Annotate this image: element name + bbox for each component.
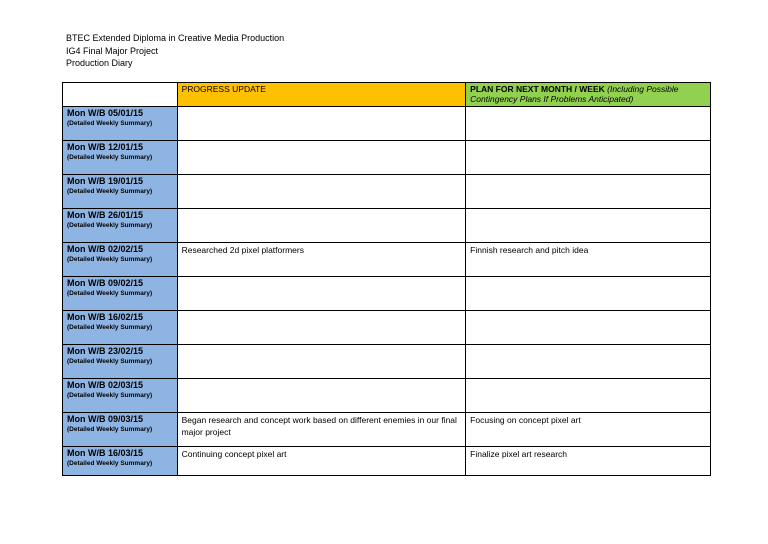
progress-update-cell[interactable] [177,379,466,413]
table-row [63,175,711,209]
week-date-cell [63,379,178,413]
plan-next-cell[interactable] [466,379,711,413]
progress-update-header: PROGRESS UPDATE [177,83,466,107]
progress-update-cell[interactable]: Researched 2d pixel platformers [177,243,466,277]
plan-next-cell[interactable]: Focusing on concept pixel art [466,413,711,447]
diary-title: Production Diary [66,58,133,68]
plan-next-cell[interactable] [466,107,711,141]
weekly-summary-label: (Detailed Weekly Summary) [67,154,153,161]
week-date: Mon W/B 23/02/15 [67,346,144,356]
plan-header-bold: PLAN FOR NEXT MONTH / WEEK [470,84,605,94]
plan-next-cell[interactable] [466,175,711,209]
table-row [63,311,711,345]
progress-update-cell[interactable] [177,345,466,379]
week-date: Mon W/B 09/03/15 [67,414,144,424]
week-date-cell [63,311,178,345]
progress-update-cell[interactable] [177,209,466,243]
plan-next-cell[interactable]: Finnish research and pitch idea [466,243,711,277]
production-diary-table [62,82,711,476]
week-date-cell [63,209,178,243]
progress-update-cell[interactable] [177,277,466,311]
header-blank-cell [63,83,178,107]
week-date-cell [63,345,178,379]
plan-next-cell[interactable] [466,209,711,243]
table-row [63,277,711,311]
week-date-cell [63,175,178,209]
week-date-cell [63,141,178,175]
progress-update-cell[interactable] [177,107,466,141]
week-date: Mon W/B 02/03/15 [67,380,144,390]
week-date: Mon W/B 26/01/15 [67,210,144,220]
week-date: Mon W/B 05/01/15 [67,108,144,118]
week-date: Mon W/B 19/01/15 [67,176,144,186]
course-title: BTEC Extended Diploma in Creative Media Production [66,33,285,43]
table-row [63,141,711,175]
week-date-cell [63,277,178,311]
table-row [63,413,711,447]
weekly-summary-label: (Detailed Weekly Summary) [67,426,153,433]
plan-next-cell[interactable] [466,141,711,175]
weekly-summary-label: (Detailed Weekly Summary) [67,188,153,195]
progress-update-cell[interactable] [177,141,466,175]
weekly-summary-label: (Detailed Weekly Summary) [67,120,153,127]
table-row [63,379,711,413]
plan-next-header [466,83,711,107]
week-date: Mon W/B 12/01/15 [67,142,144,152]
progress-update-cell[interactable] [177,311,466,345]
progress-update-cell[interactable] [177,175,466,209]
progress-update-cell[interactable]: Continuing concept pixel art [177,447,466,476]
week-date-cell [63,447,178,476]
document-header [66,32,284,70]
week-date: Mon W/B 02/02/15 [67,244,144,254]
project-title: IG4 Final Major Project [66,45,159,56]
week-date: Mon W/B 09/02/15 [67,278,144,288]
week-date: Mon W/B 16/02/15 [67,312,144,322]
weekly-summary-label: (Detailed Weekly Summary) [67,256,153,263]
weekly-summary-label: (Detailed Weekly Summary) [67,460,153,467]
table-row [63,209,711,243]
weekly-summary-label: (Detailed Weekly Summary) [67,222,153,229]
weekly-summary-label: (Detailed Weekly Summary) [67,324,153,331]
weekly-summary-label: (Detailed Weekly Summary) [67,392,153,399]
table-row [63,107,711,141]
plan-next-cell[interactable] [466,277,711,311]
week-date: Mon W/B 16/03/15 [67,448,144,458]
table-row [63,243,711,277]
progress-update-cell[interactable]: Began research and concept work based on different enemies in our final major project [177,413,466,447]
plan-next-cell[interactable] [466,345,711,379]
weekly-summary-label: (Detailed Weekly Summary) [67,290,153,297]
table-row [63,345,711,379]
week-date-cell [63,243,178,277]
week-date-cell [63,413,178,447]
plan-next-cell[interactable] [466,311,711,345]
plan-next-cell[interactable]: Finalize pixel art research [466,447,711,476]
table-row [63,447,711,476]
weekly-summary-label: (Detailed Weekly Summary) [67,358,153,365]
week-date-cell [63,107,178,141]
plan-header-italic: (Including Possible Contingency Plans If Problems Anticipated) [470,84,679,104]
